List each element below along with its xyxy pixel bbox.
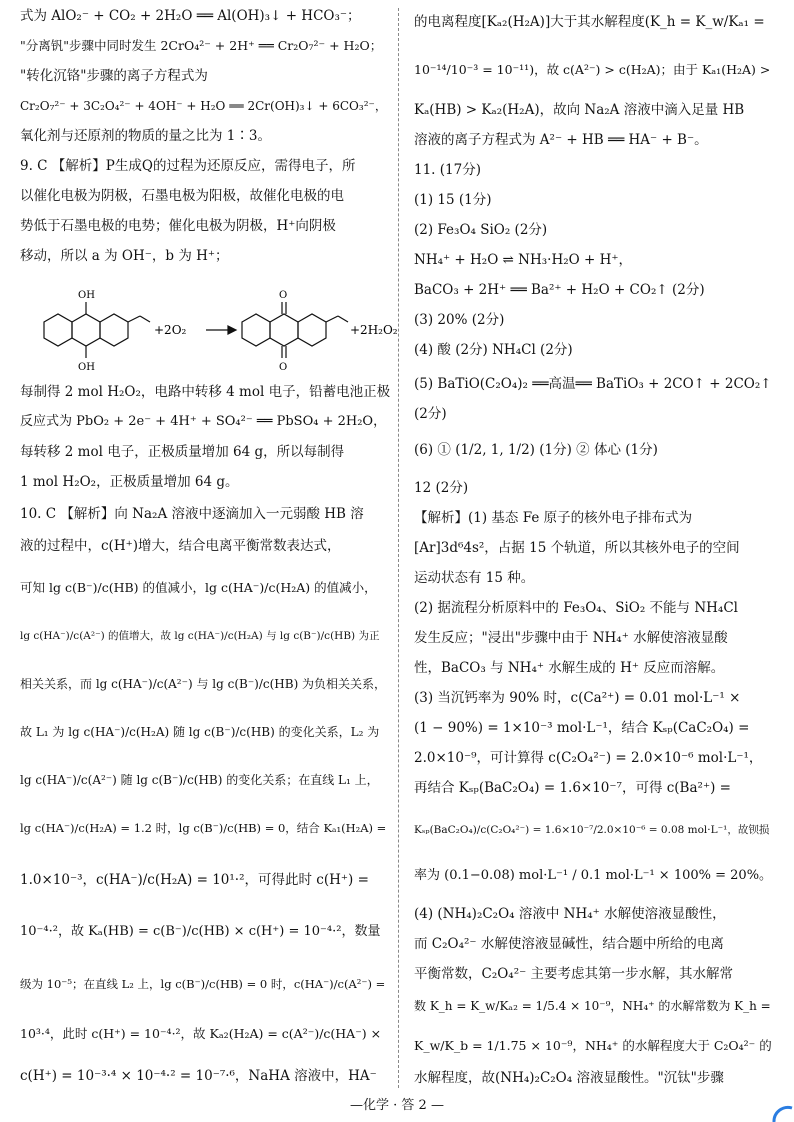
question-9-line: 9. C 【解析】P生成Q的过程为还原反应，需得电子，所 [20, 158, 356, 174]
text-line: Kₐ(HB) > Kₐ₂(H₂A)，故向 Na₂A 溶液中滴入足量 HB [414, 102, 745, 118]
text-line: 水解程度，故(NH₄)₂C₂O₄ 溶液显酸性。"沉钛"步骤 [414, 1070, 724, 1086]
text-line: 的电离程度[Kₐ₂(H₂A)]大于其水解程度(K_h = K_w/Kₐ₁ = [414, 14, 765, 30]
text-line: (2) 据流程分析原料中的 Fe₃O₄、SiO₂ 不能与 NH₄Cl [414, 600, 738, 616]
text-line: (1 − 90%) = 1×10⁻³ mol·L⁻¹，结合 Kₛₚ(CaC₂O₄) = [414, 720, 750, 736]
text-line: 1.0×10⁻³，c(HA⁻)/c(H₂A) = 10¹·²，可得此时 c(H⁺) = [20, 872, 369, 888]
text-line: 反应式为 PbO₂ + 2e⁻ + 4H⁺ + SO₄²⁻ ══ PbSO₄ + 2H₂O， [20, 414, 387, 429]
svg-text:OH: OH [78, 290, 95, 301]
text-line: 溶液的离子方程式为 A²⁻ + HB ══ HA⁻ + B⁻。 [414, 132, 708, 148]
text-line: 12 (2分) [414, 480, 469, 496]
text-line: 相关关系，而 lg c(HA⁻)/c(A²⁻) 与 lg c(B⁻)/c(HB) 为负相关关系， [20, 677, 387, 691]
text-line: 故 L₁ 为 lg c(HA⁻)/c(H₂A) 随 lg c(B⁻)/c(HB) 的变化关系，L₂ 为 [20, 725, 380, 739]
text-line: 运动状态有 15 种。 [414, 570, 535, 586]
text-line: (1) 15 (1分) [414, 192, 492, 208]
text-line: (6) ① (1/2, 1, 1/2) (1分) ② 体心 (1分) [414, 442, 658, 458]
text-line: lg c(HA⁻)/c(A²⁻) 随 lg c(B⁻)/c(HB) 的变化关系；在直线 L₁ 上， [20, 773, 379, 787]
text-line: 率为 (0.1−0.08) mol·L⁻¹ / 0.1 mol·L⁻¹ × 100% = 20%。 [414, 868, 773, 883]
text-line: (2分) [414, 406, 447, 422]
text-line: (3) 20% (2分) [414, 312, 505, 328]
text-line: Cr₂O₇²⁻ + 3C₂O₄²⁻ + 4OH⁻ + H₂O ══ 2Cr(OH)₃↓ + 6CO₃²⁻， [20, 99, 387, 113]
text-line: [Ar]3d⁶4s²，占据 15 个轨道，所以其核外电子的空间 [414, 540, 740, 556]
svg-text:O: O [279, 290, 288, 301]
text-line: 平衡常数，C₂O₄²⁻ 主要考虑其第一步水解，其水解常 [414, 966, 734, 982]
text-line: 10⁻⁴·²，故 Kₐ(HB) = c(B⁻)/c(HB) × c(H⁺) = 10⁻⁴·²，数量 [20, 924, 381, 939]
text-line: NH₄⁺ + H₂O ⇌ NH₃·H₂O + H⁺， [414, 252, 632, 268]
text-line: "转化沉铬"步骤的离子方程式为 [20, 68, 208, 84]
text-line: Kₛₚ(BaC₂O₄)/c(C₂O₄²⁻) = 1.6×10⁻⁷/2.0×10⁻⁶ = 0.08 mol·L⁻¹，故钡损 [414, 824, 770, 836]
text-line: 数 K_h = K_w/Kₐ₂ = 1/5.4 × 10⁻⁹，NH₄⁺ 的水解常数为 K_h = [414, 999, 771, 1013]
svg-text:OH: OH [78, 362, 95, 373]
text-line: 氧化剂与还原剂的物质的量之比为 1∶3。 [20, 128, 271, 144]
text-line: (4) 酸 (2分) NH₄Cl (2分) [414, 342, 573, 358]
text-line: 式为 AlO₂⁻ + CO₂ + 2H₂O ══ Al(OH)₃↓ + HCO₃⁻； [20, 8, 361, 24]
text-line: 以催化电极为阴极，石墨电极为阳极，故催化电极的电 [20, 188, 344, 204]
text-line: (3) 当沉钙率为 90% 时，c(Ca²⁺) = 0.01 mol·L⁻¹ × [414, 690, 741, 706]
text-line: lg c(HA⁻)/c(A²⁻) 的值增大，故 lg c(HA⁻)/c(H₂A) 与 lg c(B⁻)/c(HB) 为正 [20, 630, 380, 642]
text-line: (2) Fe₃O₄ SiO₂ (2分) [414, 222, 548, 238]
corner-arc-icon [770, 1104, 794, 1122]
text-line: (5) BaTiO(C₂O₄)₂ ══高温══ BaTiO₃ + 2CO↑ + 2CO₂↑ [414, 376, 772, 392]
text-line: 10³·⁴，此时 c(H⁺) = 10⁻⁴·²，故 Kₐ₂(H₂A) = c(A²⁻)/c(HA⁻) × [20, 1026, 382, 1041]
text-line: 级为 10⁻⁵；在直线 L₂ 上，lg c(B⁻)/c(HB) = 0 时，c(HA⁻)/c(A²⁻) = [20, 977, 386, 991]
text-line: 液的过程中，c(H⁺)增大，结合电离平衡常数表达式， [20, 538, 341, 554]
anthraquinone-reaction-diagram [20, 282, 398, 378]
column-divider [398, 8, 399, 1088]
text-line: lg c(HA⁻)/c(H₂A) = 1.2 时，lg c(B⁻)/c(HB) = 0，结合 Kₐ₁(H₂A) = [20, 821, 387, 835]
text-line: 发生反应；"浸出"步骤中由于 NH₄⁺ 水解使溶液显酸 [414, 630, 728, 646]
text-line: 1 mol H₂O₂，正极质量增加 64 g。 [20, 474, 239, 490]
svg-text:+2H₂O₂: +2H₂O₂ [350, 323, 398, 337]
text-line: 性，BaCO₃ 与 NH₄⁺ 水解生成的 H⁺ 反应而溶解。 [414, 660, 725, 676]
text-line: 势低于石墨电极的电势；催化电极为阴极，H⁺向阴极 [20, 218, 336, 234]
text-line: (4) (NH₄)₂C₂O₄ 溶液中 NH₄⁺ 水解使溶液显酸性， [414, 906, 726, 922]
svg-text:O: O [279, 362, 288, 373]
text-line: BaCO₃ + 2H⁺ ══ Ba²⁺ + H₂O + CO₂↑ (2分) [414, 282, 705, 298]
text-line: 再结合 Kₛₚ(BaC₂O₄) = 1.6×10⁻⁷，可得 c(Ba²⁺) = [414, 780, 731, 796]
text-line: 10⁻¹⁴/10⁻³ = 10⁻¹¹)，故 c(A²⁻) > c(H₂A)；由于 Kₐ₁(H₂A) > [414, 62, 771, 77]
page-footer: —化学 · 答 2 — [350, 1098, 444, 1113]
text-line: "分离钒"步骤中同时发生 2CrO₄²⁻ + 2H⁺ ══ Cr₂O₇²⁻ + H₂O； [20, 38, 383, 53]
text-line: 每制得 2 mol H₂O₂，电路中转移 4 mol 电子，铅蓄电池正极 [20, 384, 391, 400]
question-11-line: 11. (17分) [414, 162, 481, 178]
text-line: 而 C₂O₄²⁻ 水解使溶液显碱性，结合题中所给的电离 [414, 936, 724, 952]
text-line: K_w/K_b = 1/1.75 × 10⁻⁹，NH₄⁺ 的水解程度大于 C₂O₄²⁻ 的 [414, 1038, 772, 1053]
svg-text:+2O₂: +2O₂ [154, 323, 187, 337]
question-10-line: 10. C 【解析】向 Na₂A 溶液中逐滴加入一元弱酸 HB 溶 [20, 506, 364, 522]
text-line: 可知 lg c(B⁻)/c(HB) 的值减小，lg c(HA⁻)/c(H₂A) 的值减小， [20, 580, 377, 595]
text-line: 每转移 2 mol 电子，正极质量增加 64 g，所以每制得 [20, 444, 345, 460]
text-line: 移动，所以 a 为 OH⁻，b 为 H⁺； [20, 248, 229, 264]
text-line: 2.0×10⁻⁹，可计算得 c(C₂O₄²⁻) = 2.0×10⁻⁶ mol·L⁻¹， [414, 750, 763, 766]
text-line: 【解析】(1) 基态 Fe 原子的核外电子排布式为 [414, 510, 693, 526]
text-line: c(H⁺) = 10⁻³·⁴ × 10⁻⁴·² = 10⁻⁷·⁶，NaHA 溶液中，HA⁻ [20, 1068, 377, 1084]
